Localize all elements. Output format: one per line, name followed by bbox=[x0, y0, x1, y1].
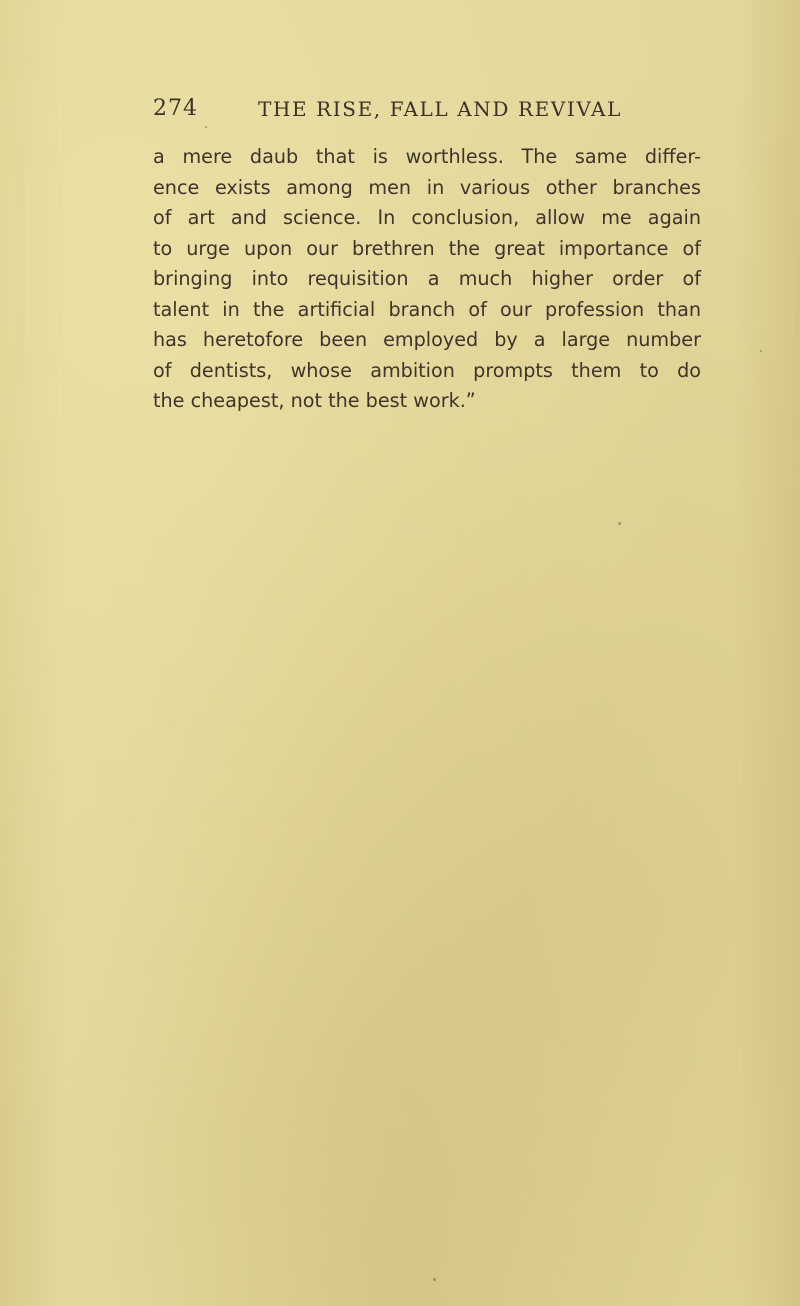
body-paragraph bbox=[153, 142, 701, 417]
text-line: to urge upon our brethren the great importance of bbox=[153, 236, 701, 260]
running-head bbox=[153, 96, 698, 130]
running-title: THE RISE, FALL AND REVIVAL bbox=[258, 97, 622, 121]
text-line: the cheapest, not the best work.” bbox=[153, 389, 476, 412]
paper-speck bbox=[205, 126, 207, 128]
text-line: of art and science. In conclusion, allow me again bbox=[153, 206, 701, 229]
text-line: talent in the artificial branch of our profession than bbox=[153, 297, 701, 321]
paper-speck bbox=[618, 522, 621, 525]
text-line: of dentists, whose ambition prompts them to do bbox=[153, 358, 701, 382]
text-line: ence exists among men in various other branches bbox=[153, 175, 701, 199]
text-line: a mere daub that is worthless. The same differ- bbox=[153, 145, 701, 168]
paper-speck bbox=[433, 1278, 436, 1281]
page-number: 274 bbox=[153, 96, 198, 121]
text-line: has heretofore been employed by a large number bbox=[153, 328, 701, 351]
paper-speck bbox=[760, 350, 762, 352]
text-line: bringing into requisition a much higher order of bbox=[153, 267, 701, 290]
